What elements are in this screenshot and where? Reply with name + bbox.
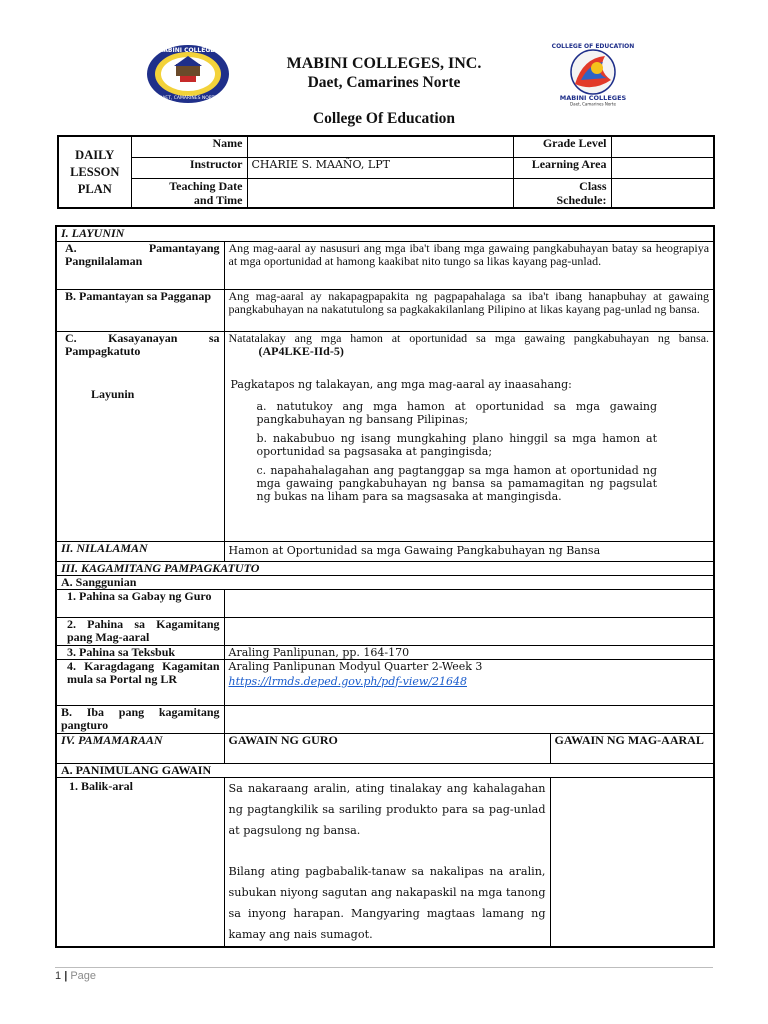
portal-lr-cell: [224, 659, 714, 705]
page-footer: [55, 970, 96, 982]
portal-lr-link[interactable]: https://lrmds.deped.gov.ph/pdf-view/21648: [228, 674, 467, 688]
gabay-guro-label: 1. Pahina sa Gabay ng Guro: [56, 589, 224, 617]
layunin-label: Layunin: [91, 386, 135, 401]
svg-text:Daet, Camarines Norte: Daet, Camarines Norte: [570, 101, 616, 106]
footer-divider: [55, 967, 713, 968]
college-name: College Of Education: [312, 110, 456, 127]
gawain-mag-aaral-header: GAWAIN NG MAG-AARAL: [550, 733, 714, 763]
pamantayang-pangnilalaman-text: Ang mag-aaral ay nasusuri ang mga iba't ibang mga gawaing pangkabuhayan batay sa heograpiya at mga oportunidad at hamong kaakibat nito tungo sa likas kayang pag-unlad.: [224, 241, 714, 289]
teksbuk-label: 3. Pahina sa Teksbuk: [56, 645, 224, 659]
gabay-guro-value: [224, 589, 714, 617]
section-kagamitan: III. KAGAMITANG PAMPAGKATUTO: [56, 561, 714, 575]
balik-aral-mag-aaral-cell: [550, 777, 714, 947]
page-separator: |: [64, 970, 68, 982]
gawain-guro-header: GAWAIN NG GURO: [224, 733, 550, 763]
school-name: MABINI COLLEGES, INC.: [286, 55, 482, 72]
objective-b: b. nakabubuo ng isang mungkahing plano hinggil sa mga hamon at oportunidad sa pagsasaka at pangingisda;: [256, 431, 658, 458]
instructor-field[interactable]: CHARIE S. MAAÑO, LPT: [247, 157, 513, 178]
kasanayan-text-body: Natatalakay ang mga hamon at oportunidad sa mga gawaing pangkabuhayan ng bansa.: [228, 331, 710, 345]
kasanayan-text: [229, 332, 710, 358]
iba-pang-kagamitan-label: B. Iba pang kagamitang pangturo: [56, 705, 224, 733]
balik-aral-label: 1. Balik-aral: [56, 777, 224, 947]
iba-pang-kagamitan-value: [224, 705, 714, 733]
svg-text:MABINI COLLEGES: MABINI COLLEGES: [157, 47, 219, 54]
kasanayan-label: C. Kasayanayan sa Pampagkatuto: [65, 331, 220, 358]
pamantayan-pagganap-label: B. Pamantayan sa Pagganap: [56, 289, 224, 331]
nilalaman-text: Hamon at Oportunidad sa mga Gawaing Pangkabuhayan ng Bansa: [224, 541, 714, 561]
class-schedule-label: Class Schedule:: [513, 178, 611, 208]
panimulang-gawain-label: A. PANIMULANG GAWAIN: [56, 763, 714, 777]
competency-code: (AP4LKE-IId-5): [258, 343, 344, 358]
section-nilalaman: II. NILALAMAN: [56, 541, 224, 561]
svg-text:DAET, CAMARINES NORTE: DAET, CAMARINES NORTE: [158, 96, 218, 101]
name-field[interactable]: [247, 136, 513, 157]
page-word: Page: [70, 970, 97, 982]
school-location: Daet, Camarines Norte: [307, 74, 461, 91]
lesson-info-table: [57, 135, 715, 209]
page-number: 1: [55, 970, 62, 982]
instructor-label: Instructor: [131, 157, 247, 178]
teksbuk-value: Araling Panlipunan, pp. 164-170: [224, 645, 714, 659]
class-schedule-field[interactable]: [611, 178, 714, 208]
portal-lr-label: 4. Karagdagang Kagamitan mula sa Portal ng LR: [56, 659, 224, 705]
kagamitang-mag-aaral-value: [224, 617, 714, 645]
kasanayan-content: [224, 331, 714, 541]
objective-c: c. napahahalagahan ang pagtanggap sa mga hamon at oportunidad ng mga gawaing pangkabuhayan ng bansa sa pamamagitan ng pagsulat ng bukas na liham para sa magsasaka at mangingisda.: [256, 463, 658, 503]
balik-aral-guro-cell: [224, 777, 550, 947]
kagamitang-mag-aaral-label: 2. Pahina sa Kagamitang pang Mag-aaral: [56, 617, 224, 645]
section-pamamaraan: IV. PAMAMARAAN: [56, 733, 224, 763]
name-label: Name: [131, 136, 247, 157]
kasanayan-cell: [56, 331, 224, 541]
learning-area-field[interactable]: [611, 157, 714, 178]
portal-lr-value: Araling Panlipunan Modyul Quarter 2-Week 3: [228, 659, 483, 673]
lesson-plan-table: [55, 225, 715, 948]
layunin-intro: Pagkatapos ng talakayan, ang mga mag-aaral ay inaasahang:: [230, 377, 572, 391]
pamantayang-pangnilalaman-label: A. Pamantayang Pangnilalaman: [56, 241, 224, 289]
learning-area-label: Learning Area: [513, 157, 611, 178]
daily-lesson-plan-label: DAILY LESSON PLAN: [58, 136, 131, 208]
balik-aral-paragraph-2: Bilang ating pagbabalik-tanaw sa nakalipas na aralin, subukan niyong sagutan ang nakapaskil na mga tanong sa inyong harapan. Mangyaring magtaas lamang ng kamay ang nais sumagot.: [228, 864, 546, 941]
teaching-date-field[interactable]: [247, 178, 513, 208]
svg-text:COLLEGE OF EDUCATION: COLLEGE OF EDUCATION: [551, 43, 635, 50]
grade-level-field[interactable]: [611, 136, 714, 157]
balik-aral-paragraph-1: Sa nakaraang aralin, ating tinalakay ang kahalagahan ng pagtangkilik sa sariling produkto para sa pag-unlad at pagsulong ng bansa.: [228, 781, 546, 837]
pamantayan-pagganap-text: Ang mag-aaral ay nakapagpapakita ng pagpapahalaga sa iba't ibang hanapbuhay at gawaing pangkabuhayan na nakatutulong sa pagkakakilanlang Pilipino at likas kayang pag-unlad ng bansa.: [224, 289, 714, 331]
teaching-date-label: Teaching Date and Time: [131, 178, 247, 208]
svg-text:MABINI COLLEGES: MABINI COLLEGES: [559, 94, 627, 102]
college-of-education-logo: [551, 40, 635, 106]
objective-a: a. natutukoy ang mga hamon at oportunidad sa mga gawaing pangkabuhayan ng bansang Pilipinas;: [256, 399, 658, 426]
sanggunian-label: A. Sanggunian: [56, 575, 714, 589]
section-layunin: I. LAYUNIN: [56, 226, 714, 241]
grade-level-label: Grade Level: [513, 136, 611, 157]
